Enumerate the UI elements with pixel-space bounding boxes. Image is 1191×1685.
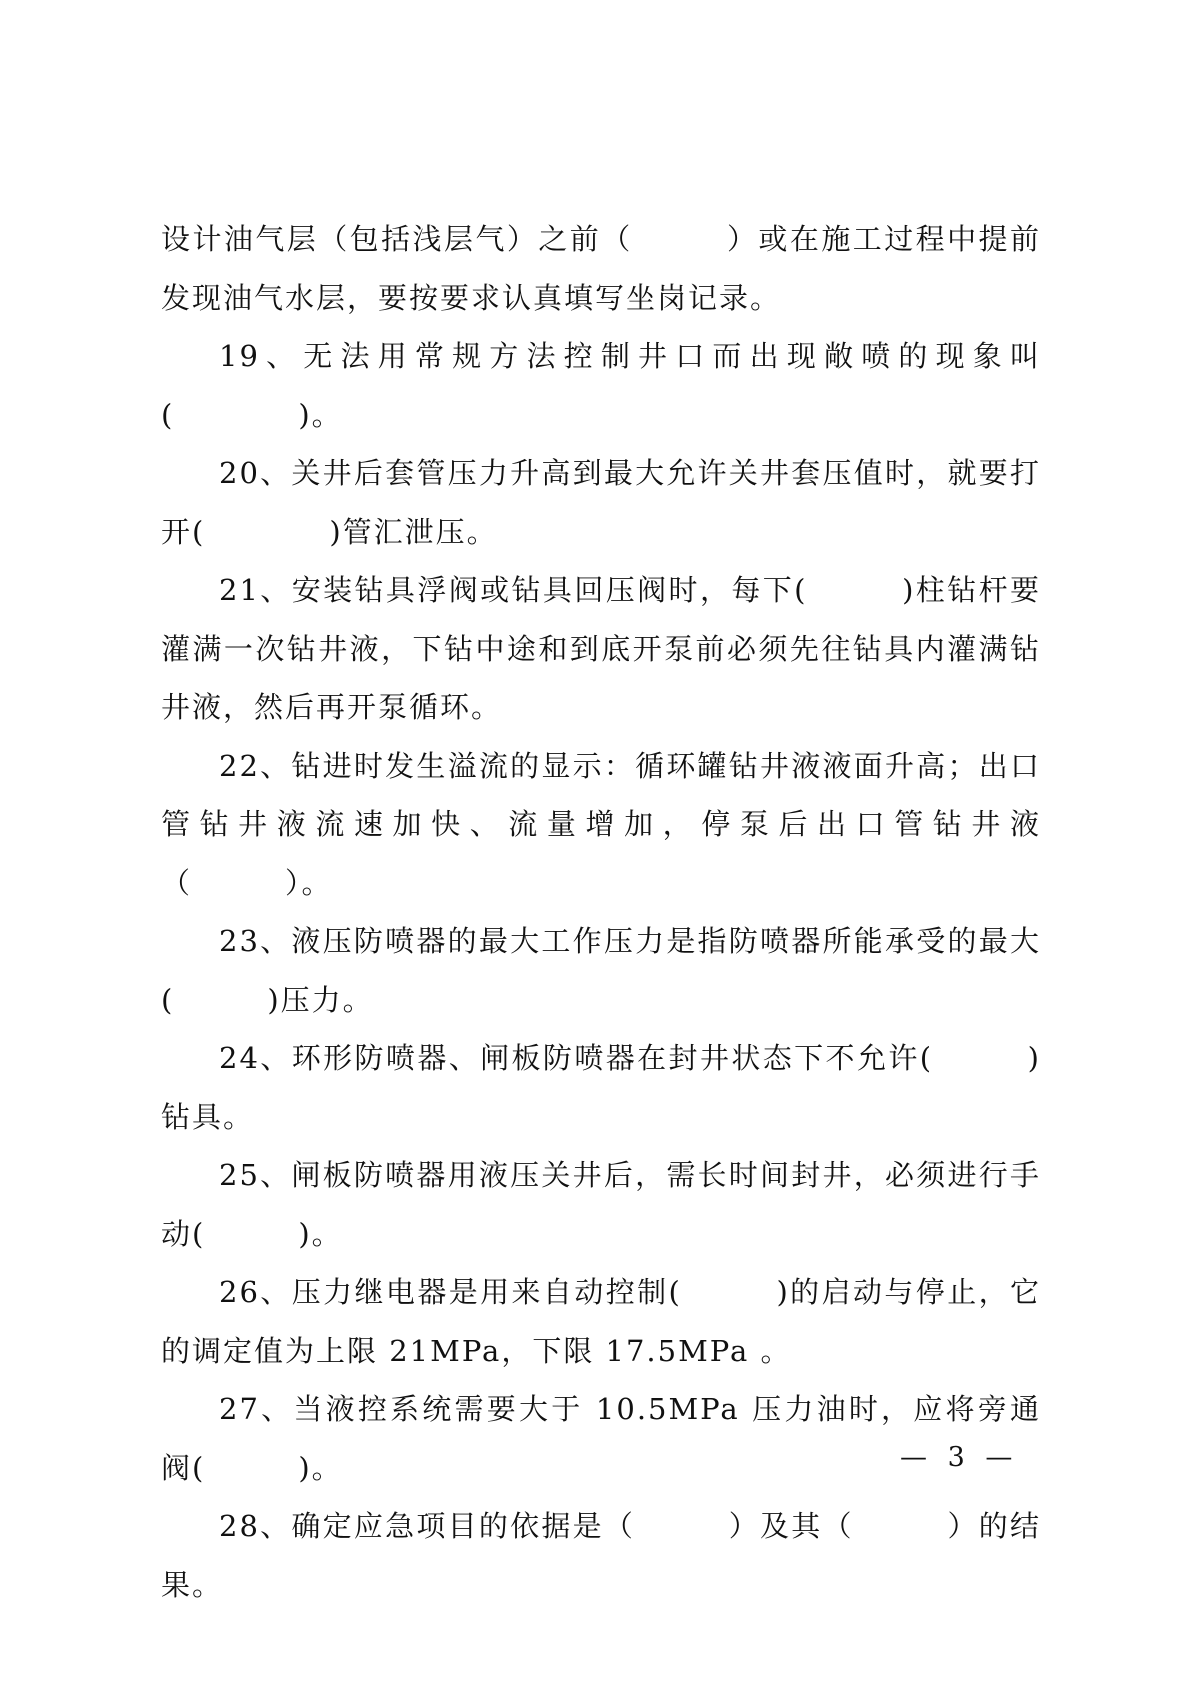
- question-27: 27、当液控系统需要大于 10.5MPa 压力油时，应将旁通阀( )。: [161, 1392, 1041, 1485]
- question-28: 28、确定应急项目的依据是（ ）及其（ ）的结果。: [161, 1509, 1041, 1602]
- paragraph-continuation: 设计油气层（包括浅层气）之前（ ）或在施工过程中提前发现油气水层，要按要求认真填写坐岗记录。: [161, 222, 1041, 315]
- question-23: 23、液压防喷器的最大工作压力是指防喷器所能承受的最大( )压力。: [161, 924, 1041, 1017]
- question-19: 19、无法用常规方法控制井口而出现敞喷的现象叫( )。: [161, 339, 1041, 432]
- question-22: 22、钻进时发生溢流的显示：循环罐钻井液液面升高；出口管钻井液流速加快、流量增加，停泵后出口管钻井液（ ）。: [161, 748, 1041, 900]
- question-25: 25、闸板防喷器用液压关井后，需长时间封井，必须进行手动( )。: [161, 1158, 1041, 1251]
- question-26: 26、压力继电器是用来自动控制( )的启动与停止，它的调定值为上限 21MPa，下限 17.5MPa 。: [161, 1275, 1041, 1368]
- question-20: 20、关井后套管压力升高到最大允许关井套压值时，就要打开( )管汇泄压。: [161, 456, 1041, 549]
- page-number: — 3 —: [900, 1442, 1019, 1473]
- question-24: 24、环形防喷器、闸板防喷器在封井状态下不允许( )钻具。: [161, 1041, 1041, 1134]
- document-body: [161, 210, 1041, 1614]
- question-21: 21、安装钻具浮阀或钻具回压阀时，每下( )柱钻杆要灌满一次钻井液，下钻中途和到底开泵前必须先往钻具内灌满钻井液，然后再开泵循环。: [161, 573, 1041, 724]
